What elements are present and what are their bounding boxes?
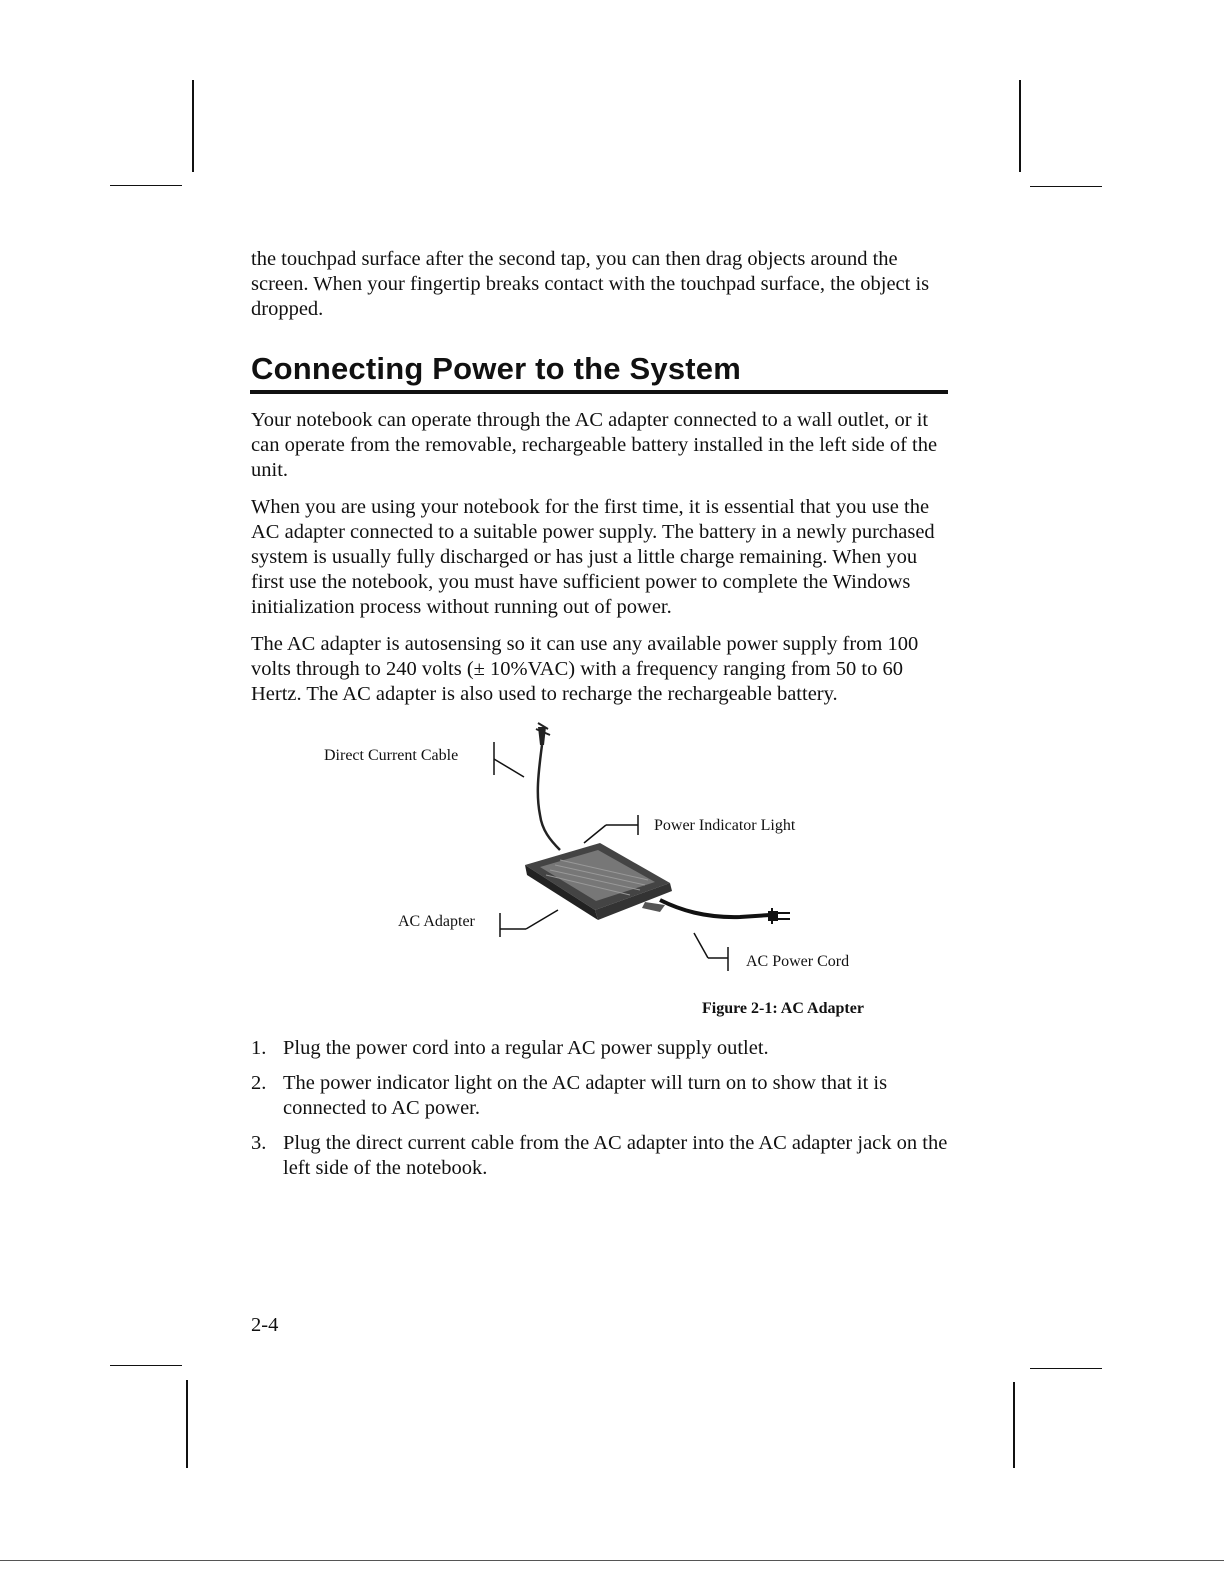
page-number: 2-4 <box>251 1314 279 1336</box>
bottom-rule <box>0 1560 1224 1561</box>
intro-paragraph: the touchpad surface after the second tap, you can then drag objects around the screen. When your fingertip breaks contact with the touchpad surface, the object is dropped. <box>251 248 930 320</box>
step-number: 1. <box>251 1037 267 1059</box>
label-ac-adapter: AC Adapter <box>398 913 475 930</box>
crop-mark <box>1013 1382 1015 1468</box>
list-item <box>251 1131 951 1181</box>
section-title: Connecting Power to the System <box>251 351 742 386</box>
step-text: Plug the direct current cable from the AC adapter into the AC adapter jack on the left side of the notebook. <box>283 1132 948 1179</box>
dc-cable <box>538 745 560 850</box>
label-dc-cable: Direct Current Cable <box>324 747 459 764</box>
label-ac-cord: AC Power Cord <box>746 953 850 970</box>
ac-cord <box>660 900 770 917</box>
step-text: Plug the power cord into a regular AC power supply outlet. <box>283 1037 769 1059</box>
paragraph-operation: Your notebook can operate through the AC adapter connected to a wall outlet, or it can operate from the removable, rechargeable battery installed in the left side of the unit. <box>251 409 938 481</box>
steps-list <box>251 1036 951 1191</box>
label-power-light: Power Indicator Light <box>654 817 796 834</box>
crop-mark <box>110 185 182 186</box>
crop-mark <box>110 1365 182 1366</box>
step-text: The power indicator light on the AC adapter will turn on to show that it is connected to AC power. <box>283 1072 888 1119</box>
crop-mark <box>1019 80 1021 172</box>
list-item <box>251 1036 951 1061</box>
paragraph-first-use: When you are using your notebook for the first time, it is essential that you use the AC adapter connected to a suitable power supply. The battery in a newly purchased system is usually fully discharged or has just a little charge remaining. When you first use the notebook, you must have sufficient power to complete the Windows initialization process without running out of power. <box>251 496 935 618</box>
crop-mark <box>1030 1368 1102 1369</box>
list-item <box>251 1071 951 1121</box>
step-number: 2. <box>251 1072 267 1094</box>
ac-adapter-figure <box>480 715 900 985</box>
crop-mark <box>186 1380 188 1468</box>
section-title-rule <box>250 390 948 394</box>
paragraph-autosensing: The AC adapter is autosensing so it can use any available power supply from 100 volts through to 240 volts (± 10%VAC) with a frequency ranging from 50 to 60 Hertz. The AC adapter is also used to recharge the rechargeable battery. <box>251 633 919 705</box>
ac-plug-icon <box>768 908 790 924</box>
crop-mark <box>192 80 194 172</box>
figure-caption: Figure 2-1: AC Adapter <box>702 1000 864 1017</box>
crop-mark <box>1030 186 1102 187</box>
step-number: 3. <box>251 1132 267 1154</box>
